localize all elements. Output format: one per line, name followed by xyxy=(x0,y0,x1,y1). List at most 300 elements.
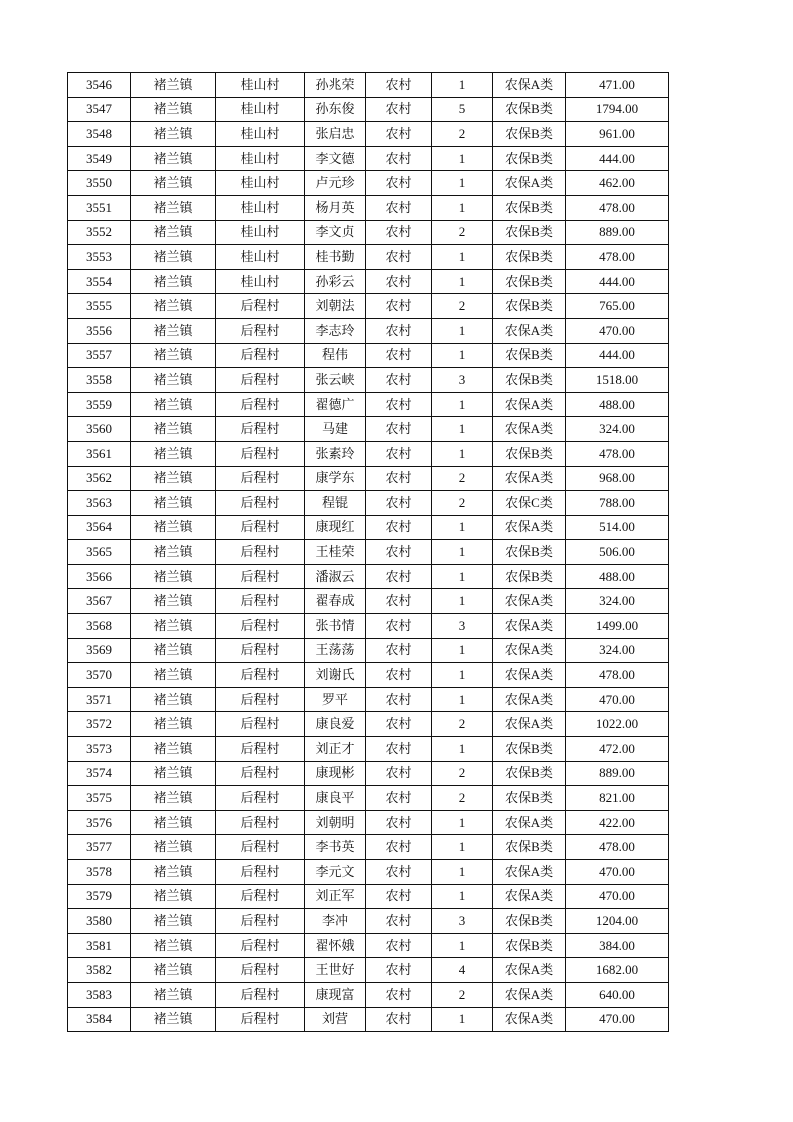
member-count-cell: 2 xyxy=(432,294,493,319)
insurance-category-cell: 农保B类 xyxy=(493,294,566,319)
village-cell: 后程村 xyxy=(216,761,305,786)
member-count-cell: 3 xyxy=(432,614,493,639)
table-row xyxy=(68,712,669,737)
table-row xyxy=(68,638,669,663)
member-count-cell: 1 xyxy=(432,835,493,860)
village-cell: 后程村 xyxy=(216,515,305,540)
member-count-cell: 1 xyxy=(432,171,493,196)
village-cell: 后程村 xyxy=(216,368,305,393)
name-cell: 翟怀娥 xyxy=(305,933,366,958)
insurance-category-cell: 农保B类 xyxy=(493,146,566,171)
town-cell: 褚兰镇 xyxy=(131,933,216,958)
town-cell: 褚兰镇 xyxy=(131,810,216,835)
town-cell: 褚兰镇 xyxy=(131,1007,216,1032)
member-count-cell: 1 xyxy=(432,638,493,663)
table-row xyxy=(68,860,669,885)
village-cell: 后程村 xyxy=(216,294,305,319)
row-number-cell: 3546 xyxy=(68,73,131,98)
town-cell: 褚兰镇 xyxy=(131,638,216,663)
town-cell: 褚兰镇 xyxy=(131,860,216,885)
member-count-cell: 2 xyxy=(432,786,493,811)
table-row xyxy=(68,982,669,1007)
member-count-cell: 1 xyxy=(432,417,493,442)
insurance-category-cell: 农保A类 xyxy=(493,958,566,983)
row-number-cell: 3568 xyxy=(68,614,131,639)
insurance-category-cell: 农保B类 xyxy=(493,195,566,220)
household-type-cell: 农村 xyxy=(366,860,432,885)
name-cell: 刘朝法 xyxy=(305,294,366,319)
amount-cell: 1794.00 xyxy=(566,97,669,122)
town-cell: 褚兰镇 xyxy=(131,368,216,393)
village-cell: 后程村 xyxy=(216,687,305,712)
household-type-cell: 农村 xyxy=(366,146,432,171)
amount-cell: 488.00 xyxy=(566,564,669,589)
member-count-cell: 2 xyxy=(432,122,493,147)
amount-cell: 765.00 xyxy=(566,294,669,319)
insurance-category-cell: 农保A类 xyxy=(493,392,566,417)
name-cell: 李文德 xyxy=(305,146,366,171)
table-row xyxy=(68,810,669,835)
household-type-cell: 农村 xyxy=(366,441,432,466)
row-number-cell: 3550 xyxy=(68,171,131,196)
amount-cell: 514.00 xyxy=(566,515,669,540)
name-cell: 李元文 xyxy=(305,860,366,885)
table-row xyxy=(68,958,669,983)
table-row xyxy=(68,245,669,270)
member-count-cell: 1 xyxy=(432,540,493,565)
row-number-cell: 3575 xyxy=(68,786,131,811)
town-cell: 褚兰镇 xyxy=(131,515,216,540)
amount-cell: 472.00 xyxy=(566,737,669,762)
village-cell: 桂山村 xyxy=(216,269,305,294)
household-type-cell: 农村 xyxy=(366,638,432,663)
table-row xyxy=(68,318,669,343)
town-cell: 褚兰镇 xyxy=(131,171,216,196)
insurance-category-cell: 农保A类 xyxy=(493,884,566,909)
name-cell: 程伟 xyxy=(305,343,366,368)
insurance-category-cell: 农保A类 xyxy=(493,638,566,663)
amount-cell: 470.00 xyxy=(566,884,669,909)
amount-cell: 470.00 xyxy=(566,687,669,712)
row-number-cell: 3577 xyxy=(68,835,131,860)
village-cell: 后程村 xyxy=(216,958,305,983)
name-cell: 王荡荡 xyxy=(305,638,366,663)
member-count-cell: 1 xyxy=(432,195,493,220)
name-cell: 康学东 xyxy=(305,466,366,491)
name-cell: 王世好 xyxy=(305,958,366,983)
insurance-category-cell: 农保B类 xyxy=(493,761,566,786)
table-row xyxy=(68,392,669,417)
member-count-cell: 1 xyxy=(432,245,493,270)
town-cell: 褚兰镇 xyxy=(131,491,216,516)
household-type-cell: 农村 xyxy=(366,614,432,639)
town-cell: 褚兰镇 xyxy=(131,220,216,245)
household-type-cell: 农村 xyxy=(366,343,432,368)
household-type-cell: 农村 xyxy=(366,835,432,860)
household-type-cell: 农村 xyxy=(366,737,432,762)
town-cell: 褚兰镇 xyxy=(131,786,216,811)
village-cell: 后程村 xyxy=(216,884,305,909)
insurance-category-cell: 农保B类 xyxy=(493,368,566,393)
village-cell: 后程村 xyxy=(216,491,305,516)
row-number-cell: 3552 xyxy=(68,220,131,245)
amount-cell: 384.00 xyxy=(566,933,669,958)
member-count-cell: 1 xyxy=(432,146,493,171)
name-cell: 潘淑云 xyxy=(305,564,366,589)
town-cell: 褚兰镇 xyxy=(131,564,216,589)
row-number-cell: 3551 xyxy=(68,195,131,220)
household-type-cell: 农村 xyxy=(366,97,432,122)
name-cell: 康现彬 xyxy=(305,761,366,786)
amount-cell: 1518.00 xyxy=(566,368,669,393)
amount-cell: 889.00 xyxy=(566,220,669,245)
member-count-cell: 4 xyxy=(432,958,493,983)
household-type-cell: 农村 xyxy=(366,564,432,589)
table-row xyxy=(68,441,669,466)
town-cell: 褚兰镇 xyxy=(131,441,216,466)
name-cell: 刘营 xyxy=(305,1007,366,1032)
table-row xyxy=(68,220,669,245)
name-cell: 李志玲 xyxy=(305,318,366,343)
table-row xyxy=(68,564,669,589)
name-cell: 康良平 xyxy=(305,786,366,811)
member-count-cell: 2 xyxy=(432,712,493,737)
member-count-cell: 1 xyxy=(432,269,493,294)
table-row xyxy=(68,269,669,294)
table-row xyxy=(68,466,669,491)
name-cell: 张书情 xyxy=(305,614,366,639)
insurance-category-cell: 农保A类 xyxy=(493,515,566,540)
insurance-category-cell: 农保B类 xyxy=(493,343,566,368)
insurance-category-cell: 农保B类 xyxy=(493,441,566,466)
household-type-cell: 农村 xyxy=(366,73,432,98)
village-cell: 后程村 xyxy=(216,810,305,835)
name-cell: 李书英 xyxy=(305,835,366,860)
town-cell: 褚兰镇 xyxy=(131,982,216,1007)
household-type-cell: 农村 xyxy=(366,540,432,565)
table-row xyxy=(68,614,669,639)
amount-cell: 788.00 xyxy=(566,491,669,516)
village-cell: 后程村 xyxy=(216,564,305,589)
town-cell: 褚兰镇 xyxy=(131,466,216,491)
amount-cell: 324.00 xyxy=(566,417,669,442)
row-number-cell: 3560 xyxy=(68,417,131,442)
row-number-cell: 3584 xyxy=(68,1007,131,1032)
amount-cell: 478.00 xyxy=(566,245,669,270)
village-cell: 后程村 xyxy=(216,417,305,442)
town-cell: 褚兰镇 xyxy=(131,614,216,639)
village-cell: 后程村 xyxy=(216,589,305,614)
town-cell: 褚兰镇 xyxy=(131,737,216,762)
member-count-cell: 1 xyxy=(432,589,493,614)
name-cell: 翟春成 xyxy=(305,589,366,614)
village-cell: 桂山村 xyxy=(216,122,305,147)
village-cell: 后程村 xyxy=(216,712,305,737)
insurance-category-cell: 农保A类 xyxy=(493,1007,566,1032)
member-count-cell: 1 xyxy=(432,860,493,885)
table-row xyxy=(68,97,669,122)
household-type-cell: 农村 xyxy=(366,245,432,270)
name-cell: 李冲 xyxy=(305,909,366,934)
table-row xyxy=(68,122,669,147)
household-type-cell: 农村 xyxy=(366,958,432,983)
insurance-category-cell: 农保B类 xyxy=(493,122,566,147)
village-cell: 桂山村 xyxy=(216,73,305,98)
name-cell: 孙东俊 xyxy=(305,97,366,122)
insurance-category-cell: 农保A类 xyxy=(493,614,566,639)
village-cell: 后程村 xyxy=(216,909,305,934)
row-number-cell: 3578 xyxy=(68,860,131,885)
household-type-cell: 农村 xyxy=(366,982,432,1007)
amount-cell: 1499.00 xyxy=(566,614,669,639)
insurance-category-cell: 农保A类 xyxy=(493,417,566,442)
amount-cell: 640.00 xyxy=(566,982,669,1007)
village-cell: 桂山村 xyxy=(216,171,305,196)
name-cell: 翟德广 xyxy=(305,392,366,417)
row-number-cell: 3559 xyxy=(68,392,131,417)
amount-cell: 470.00 xyxy=(566,318,669,343)
name-cell: 卢元珍 xyxy=(305,171,366,196)
town-cell: 褚兰镇 xyxy=(131,909,216,934)
row-number-cell: 3565 xyxy=(68,540,131,565)
household-type-cell: 农村 xyxy=(366,810,432,835)
town-cell: 褚兰镇 xyxy=(131,294,216,319)
table-row xyxy=(68,1007,669,1032)
member-count-cell: 1 xyxy=(432,663,493,688)
town-cell: 褚兰镇 xyxy=(131,392,216,417)
village-cell: 后程村 xyxy=(216,786,305,811)
household-type-cell: 农村 xyxy=(366,417,432,442)
member-count-cell: 5 xyxy=(432,97,493,122)
row-number-cell: 3556 xyxy=(68,318,131,343)
member-count-cell: 2 xyxy=(432,220,493,245)
town-cell: 褚兰镇 xyxy=(131,712,216,737)
village-cell: 后程村 xyxy=(216,392,305,417)
town-cell: 褚兰镇 xyxy=(131,958,216,983)
insurance-category-cell: 农保A类 xyxy=(493,318,566,343)
village-cell: 后程村 xyxy=(216,663,305,688)
household-type-cell: 农村 xyxy=(366,589,432,614)
insurance-category-cell: 农保B类 xyxy=(493,933,566,958)
data-table xyxy=(67,72,669,1032)
row-number-cell: 3549 xyxy=(68,146,131,171)
village-cell: 后程村 xyxy=(216,860,305,885)
table-row xyxy=(68,368,669,393)
amount-cell: 1682.00 xyxy=(566,958,669,983)
row-number-cell: 3571 xyxy=(68,687,131,712)
household-type-cell: 农村 xyxy=(366,761,432,786)
name-cell: 张素玲 xyxy=(305,441,366,466)
name-cell: 李文贞 xyxy=(305,220,366,245)
row-number-cell: 3557 xyxy=(68,343,131,368)
village-cell: 桂山村 xyxy=(216,220,305,245)
name-cell: 杨月英 xyxy=(305,195,366,220)
row-number-cell: 3558 xyxy=(68,368,131,393)
name-cell: 张云峡 xyxy=(305,368,366,393)
member-count-cell: 1 xyxy=(432,884,493,909)
row-number-cell: 3554 xyxy=(68,269,131,294)
amount-cell: 422.00 xyxy=(566,810,669,835)
household-type-cell: 农村 xyxy=(366,515,432,540)
member-count-cell: 1 xyxy=(432,737,493,762)
insurance-category-cell: 农保C类 xyxy=(493,491,566,516)
town-cell: 褚兰镇 xyxy=(131,269,216,294)
insurance-category-cell: 农保A类 xyxy=(493,982,566,1007)
amount-cell: 470.00 xyxy=(566,1007,669,1032)
name-cell: 张启忠 xyxy=(305,122,366,147)
village-cell: 后程村 xyxy=(216,466,305,491)
insurance-category-cell: 农保A类 xyxy=(493,663,566,688)
household-type-cell: 农村 xyxy=(366,909,432,934)
member-count-cell: 1 xyxy=(432,318,493,343)
village-cell: 桂山村 xyxy=(216,97,305,122)
member-count-cell: 1 xyxy=(432,73,493,98)
name-cell: 桂书勤 xyxy=(305,245,366,270)
town-cell: 褚兰镇 xyxy=(131,195,216,220)
member-count-cell: 1 xyxy=(432,564,493,589)
town-cell: 褚兰镇 xyxy=(131,343,216,368)
name-cell: 康现红 xyxy=(305,515,366,540)
member-count-cell: 1 xyxy=(432,343,493,368)
village-cell: 后程村 xyxy=(216,343,305,368)
table-row xyxy=(68,146,669,171)
table-row xyxy=(68,171,669,196)
town-cell: 褚兰镇 xyxy=(131,663,216,688)
insurance-category-cell: 农保A类 xyxy=(493,589,566,614)
insurance-category-cell: 农保A类 xyxy=(493,712,566,737)
row-number-cell: 3569 xyxy=(68,638,131,663)
member-count-cell: 2 xyxy=(432,466,493,491)
amount-cell: 1022.00 xyxy=(566,712,669,737)
town-cell: 褚兰镇 xyxy=(131,146,216,171)
row-number-cell: 3574 xyxy=(68,761,131,786)
insurance-category-cell: 农保B类 xyxy=(493,564,566,589)
table-row xyxy=(68,294,669,319)
table-row xyxy=(68,343,669,368)
row-number-cell: 3573 xyxy=(68,737,131,762)
insurance-category-cell: 农保B类 xyxy=(493,97,566,122)
amount-cell: 478.00 xyxy=(566,663,669,688)
row-number-cell: 3547 xyxy=(68,97,131,122)
town-cell: 褚兰镇 xyxy=(131,761,216,786)
member-count-cell: 1 xyxy=(432,687,493,712)
insurance-category-cell: 农保B类 xyxy=(493,737,566,762)
row-number-cell: 3579 xyxy=(68,884,131,909)
member-count-cell: 2 xyxy=(432,982,493,1007)
name-cell: 康现富 xyxy=(305,982,366,1007)
village-cell: 后程村 xyxy=(216,638,305,663)
member-count-cell: 1 xyxy=(432,810,493,835)
table-row xyxy=(68,786,669,811)
village-cell: 后程村 xyxy=(216,737,305,762)
name-cell: 孙兆荣 xyxy=(305,73,366,98)
household-type-cell: 农村 xyxy=(366,392,432,417)
table-row xyxy=(68,515,669,540)
amount-cell: 324.00 xyxy=(566,589,669,614)
amount-cell: 488.00 xyxy=(566,392,669,417)
amount-cell: 324.00 xyxy=(566,638,669,663)
row-number-cell: 3567 xyxy=(68,589,131,614)
name-cell: 刘朝明 xyxy=(305,810,366,835)
town-cell: 褚兰镇 xyxy=(131,417,216,442)
village-cell: 后程村 xyxy=(216,441,305,466)
village-cell: 后程村 xyxy=(216,835,305,860)
insurance-category-cell: 农保B类 xyxy=(493,245,566,270)
table-row xyxy=(68,737,669,762)
table-row xyxy=(68,417,669,442)
name-cell: 程锟 xyxy=(305,491,366,516)
household-type-cell: 农村 xyxy=(366,884,432,909)
household-type-cell: 农村 xyxy=(366,687,432,712)
household-type-cell: 农村 xyxy=(366,220,432,245)
insurance-category-cell: 农保B类 xyxy=(493,835,566,860)
amount-cell: 444.00 xyxy=(566,269,669,294)
member-count-cell: 3 xyxy=(432,368,493,393)
table-row xyxy=(68,540,669,565)
insurance-category-cell: 农保B类 xyxy=(493,909,566,934)
member-count-cell: 1 xyxy=(432,1007,493,1032)
row-number-cell: 3564 xyxy=(68,515,131,540)
row-number-cell: 3576 xyxy=(68,810,131,835)
name-cell: 刘正才 xyxy=(305,737,366,762)
village-cell: 桂山村 xyxy=(216,146,305,171)
insurance-category-cell: 农保A类 xyxy=(493,687,566,712)
insurance-category-cell: 农保A类 xyxy=(493,171,566,196)
name-cell: 马建 xyxy=(305,417,366,442)
name-cell: 罗平 xyxy=(305,687,366,712)
household-type-cell: 农村 xyxy=(366,466,432,491)
member-count-cell: 3 xyxy=(432,909,493,934)
town-cell: 褚兰镇 xyxy=(131,318,216,343)
village-cell: 后程村 xyxy=(216,1007,305,1032)
village-cell: 后程村 xyxy=(216,540,305,565)
name-cell: 刘谢氏 xyxy=(305,663,366,688)
row-number-cell: 3566 xyxy=(68,564,131,589)
household-type-cell: 农村 xyxy=(366,786,432,811)
name-cell: 孙彩云 xyxy=(305,269,366,294)
household-type-cell: 农村 xyxy=(366,171,432,196)
row-number-cell: 3563 xyxy=(68,491,131,516)
amount-cell: 444.00 xyxy=(566,146,669,171)
member-count-cell: 1 xyxy=(432,933,493,958)
table-row xyxy=(68,491,669,516)
row-number-cell: 3582 xyxy=(68,958,131,983)
table-row xyxy=(68,687,669,712)
table-row xyxy=(68,663,669,688)
member-count-cell: 1 xyxy=(432,441,493,466)
amount-cell: 462.00 xyxy=(566,171,669,196)
row-number-cell: 3561 xyxy=(68,441,131,466)
insurance-category-cell: 农保A类 xyxy=(493,466,566,491)
household-type-cell: 农村 xyxy=(366,368,432,393)
household-type-cell: 农村 xyxy=(366,294,432,319)
village-cell: 桂山村 xyxy=(216,245,305,270)
amount-cell: 506.00 xyxy=(566,540,669,565)
insurance-category-cell: 农保B类 xyxy=(493,540,566,565)
table-row xyxy=(68,73,669,98)
member-count-cell: 1 xyxy=(432,392,493,417)
row-number-cell: 3581 xyxy=(68,933,131,958)
town-cell: 褚兰镇 xyxy=(131,245,216,270)
table-row xyxy=(68,761,669,786)
household-type-cell: 农村 xyxy=(366,663,432,688)
table-row xyxy=(68,933,669,958)
insurance-category-cell: 农保A类 xyxy=(493,860,566,885)
row-number-cell: 3572 xyxy=(68,712,131,737)
household-type-cell: 农村 xyxy=(366,712,432,737)
amount-cell: 471.00 xyxy=(566,73,669,98)
name-cell: 康良爱 xyxy=(305,712,366,737)
